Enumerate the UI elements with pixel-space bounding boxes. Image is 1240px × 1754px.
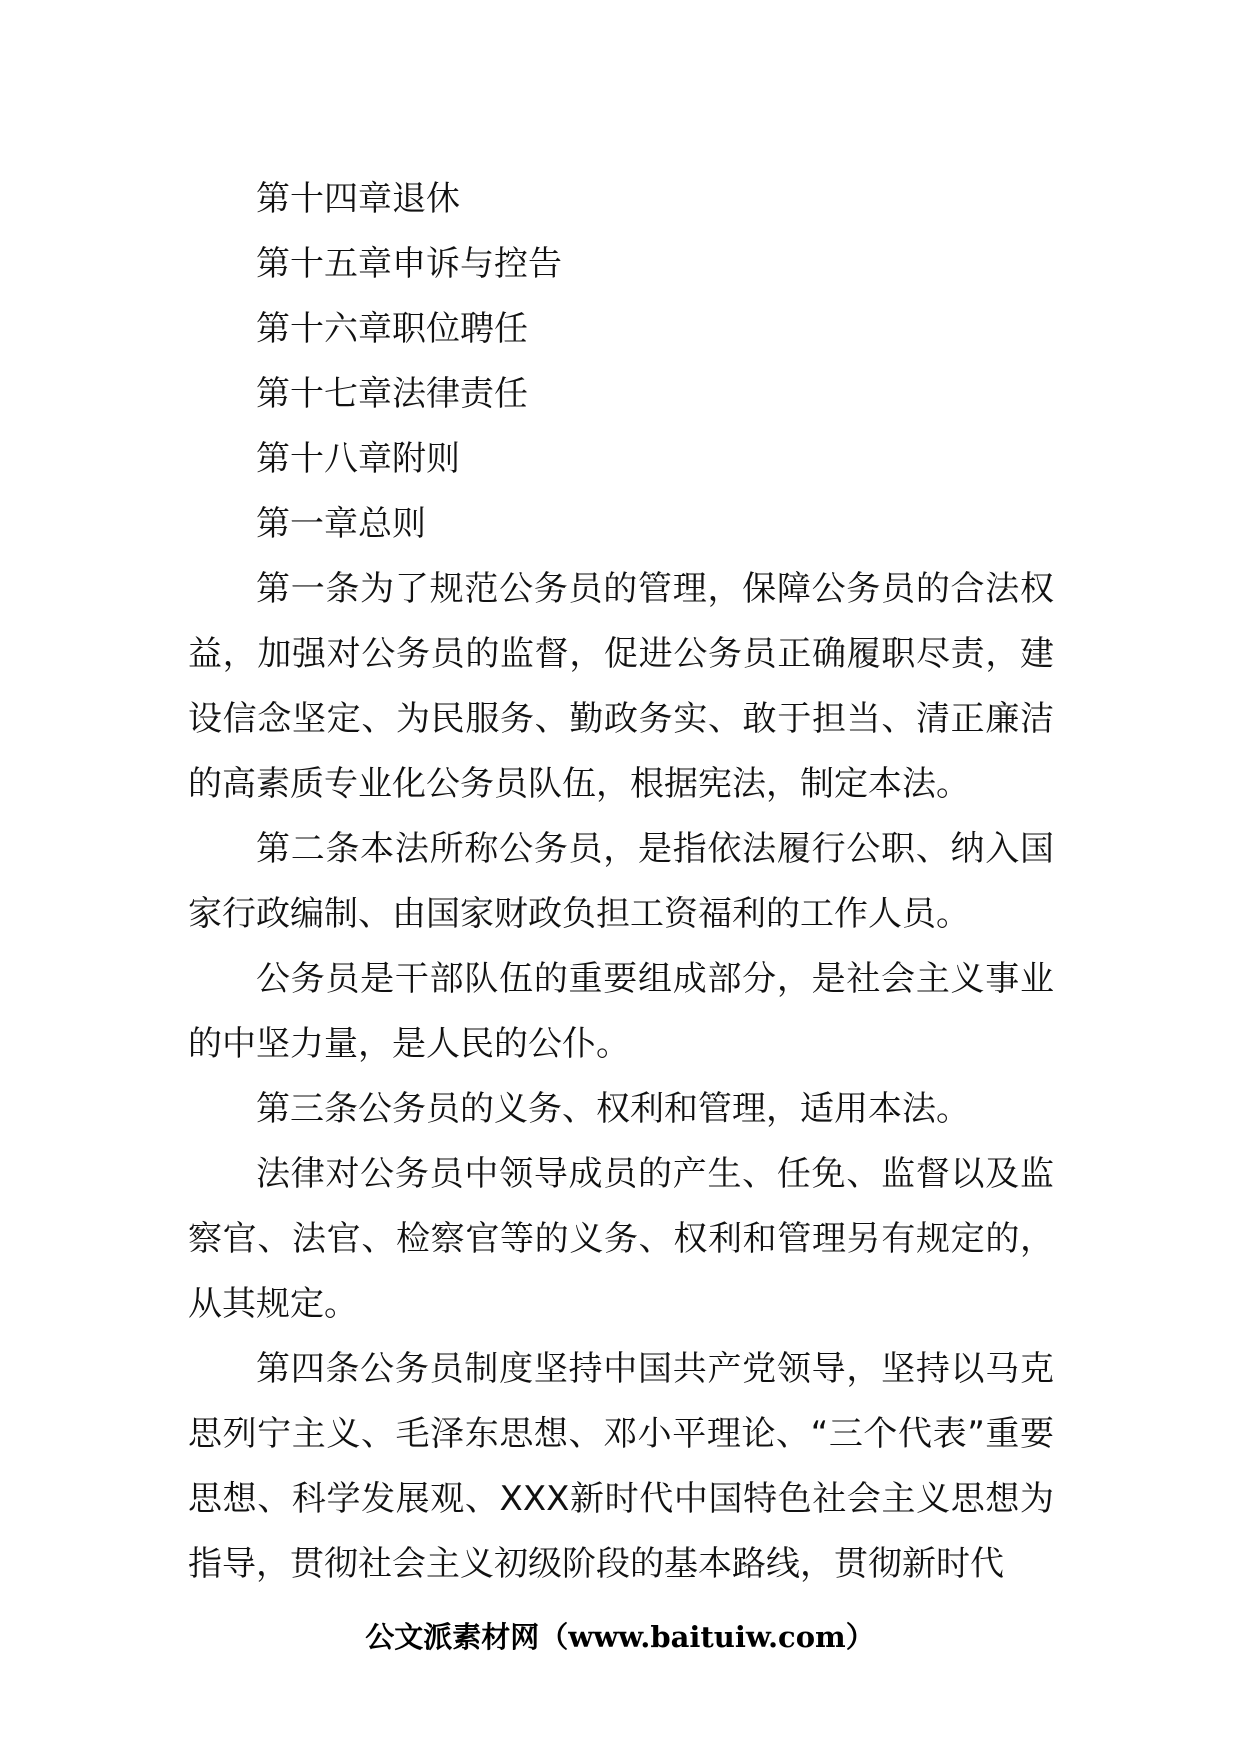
page-footer-watermark: 公文派素材网（www.baituiw.com） <box>365 1620 875 1654</box>
article-2: 第二条本法所称公务员，是指依法履行公职、纳入国家行政编制、由国家财政负担工资福利的工作人员。 <box>188 829 1054 934</box>
article-1: 第一条为了规范公务员的管理，保障公务员的合法权益，加强对公务员的监督，促进公务员正确履职尽责，建设信念坚定、为民服务、勤政务实、敢于担当、清正廉洁的高素质专业化公务员队伍，根据宪法，制定本法。 <box>188 569 1054 804</box>
article-3-paragraph-2: 法律对公务员中领导成员的产生、任免、监督以及监察官、法官、检察官等的义务、权利和管理另有规定的，从其规定。 <box>188 1154 1054 1324</box>
chapter-18-heading: 第十八章附则 <box>256 439 460 479</box>
chapter-1-heading: 第一章总则 <box>256 504 426 544</box>
chapter-15-heading: 第十五章申诉与控告 <box>256 244 562 284</box>
document-body <box>188 167 1054 1597</box>
article-3: 第三条公务员的义务、权利和管理，适用本法。 <box>256 1089 970 1129</box>
chapter-16-heading: 第十六章职位聘任 <box>256 309 528 349</box>
chapter-17-heading: 第十七章法律责任 <box>256 374 528 414</box>
article-4: 第四条公务员制度坚持中国共产党领导，坚持以马克思列宁主义、毛泽东思想、邓小平理论、“三个代表”重要思想、科学发展观、XXX新时代中国特色社会主义思想为指导，贯彻社会主义初级阶段的基本路线，贯彻新时代 <box>188 1349 1054 1584</box>
chapter-14-heading: 第十四章退休 <box>256 179 460 219</box>
article-2-paragraph-2: 公务员是干部队伍的重要组成部分，是社会主义事业的中坚力量，是人民的公仆。 <box>188 959 1054 1064</box>
